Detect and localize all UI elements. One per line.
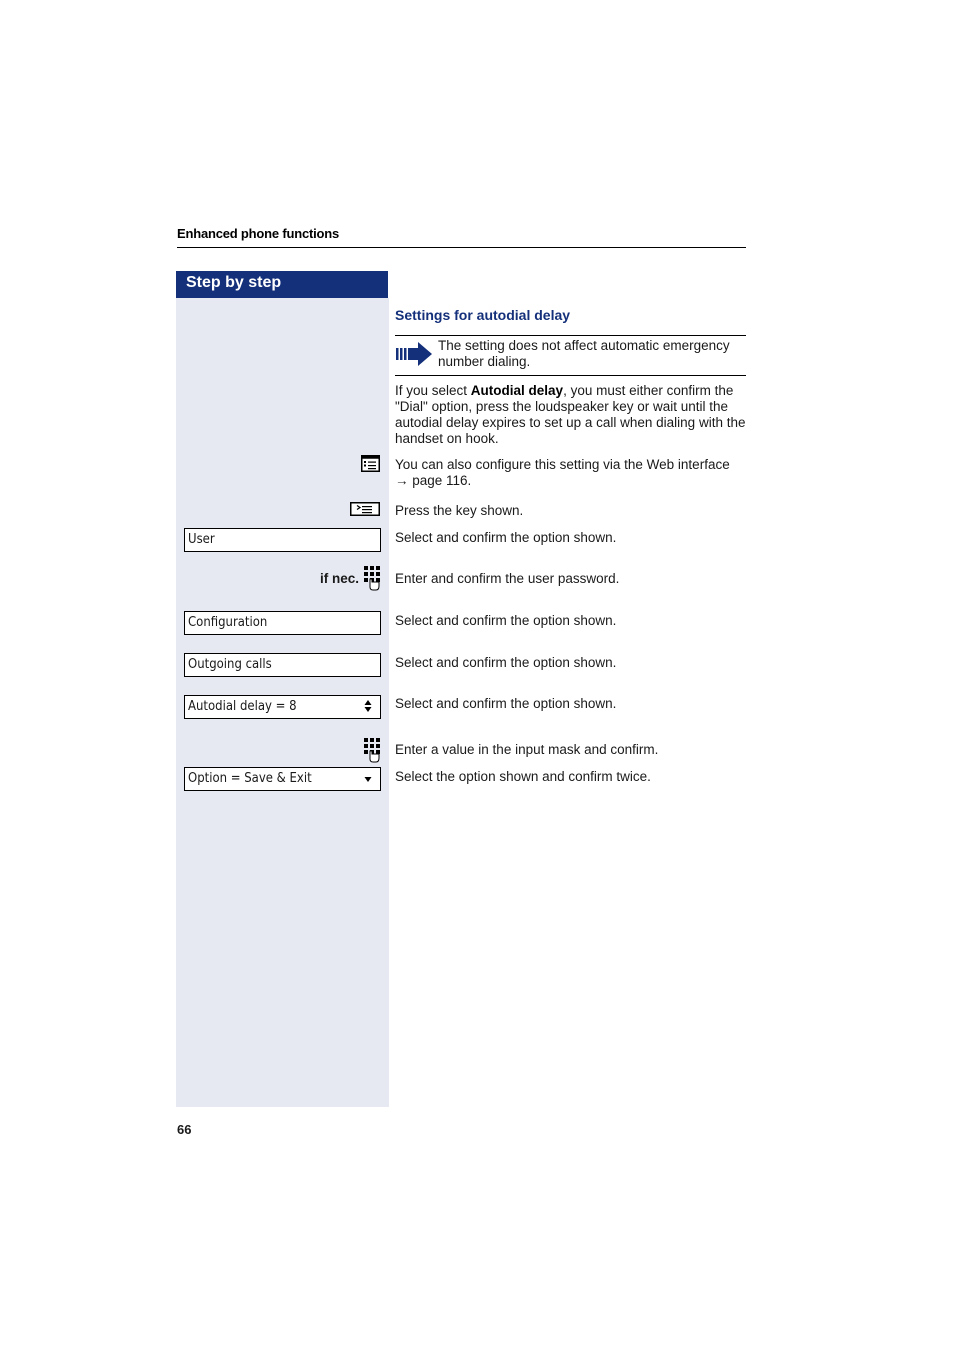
page-number: 66 bbox=[177, 1122, 192, 1137]
option-save-exit[interactable] bbox=[184, 767, 381, 791]
outgoing-text: Select and confirm the option shown. bbox=[395, 655, 617, 670]
option-user[interactable] bbox=[184, 528, 381, 552]
option-autodial-delay[interactable] bbox=[184, 695, 381, 719]
if-necessary-label: if nec. bbox=[320, 571, 360, 586]
header-title: Enhanced phone functions bbox=[177, 226, 340, 241]
sidebar-heading-label: Step by step bbox=[186, 274, 282, 291]
intro-paragraph bbox=[395, 383, 747, 447]
option-save-exit-label: Option = Save & Exit bbox=[188, 771, 312, 786]
user-text: Select and confirm the option shown. bbox=[395, 530, 617, 545]
intro-suffix: , you must either confirm the "Dial" option, press the loudspeaker key or wait until the autodial delay expires to set up a call when dialing with the handset on hook. bbox=[395, 383, 746, 446]
menu-key-icon bbox=[350, 502, 380, 516]
intro-bold: Autodial delay bbox=[470, 383, 564, 398]
keypad-icon bbox=[363, 565, 381, 591]
option-outgoing-calls[interactable] bbox=[184, 653, 381, 677]
down-arrow-icon bbox=[364, 771, 372, 788]
option-autodial-label: Autodial delay = 8 bbox=[188, 699, 297, 714]
enter-value-text: Enter a value in the input mask and confirm. bbox=[395, 742, 659, 757]
sidebar-heading bbox=[176, 271, 388, 298]
press-key-text: Press the key shown. bbox=[395, 503, 524, 518]
password-text: Enter and confirm the user password. bbox=[395, 571, 620, 586]
web-text: You can also configure this setting via the Web interface bbox=[395, 457, 730, 472]
option-configuration-label: Configuration bbox=[188, 615, 268, 630]
option-configuration[interactable] bbox=[184, 611, 381, 635]
section-title: Settings for autodial delay bbox=[395, 307, 571, 323]
intro-prefix: If you select bbox=[395, 383, 471, 398]
note-divider-top bbox=[395, 335, 746, 336]
option-user-label: User bbox=[188, 532, 215, 547]
web-interface-icon bbox=[361, 455, 380, 472]
web-interface-text bbox=[395, 457, 747, 489]
header-divider bbox=[177, 247, 746, 248]
configuration-text: Select and confirm the option shown. bbox=[395, 613, 617, 628]
note-text: The setting does not affect automatic emergency number dialing. bbox=[438, 338, 730, 369]
page-ref: page 116. bbox=[408, 473, 472, 488]
updown-arrow-icon bbox=[364, 699, 372, 716]
autodial-text: Select and confirm the option shown. bbox=[395, 696, 617, 711]
save-exit-text: Select the option shown and confirm twice. bbox=[395, 769, 651, 784]
arrow-note-icon bbox=[396, 341, 433, 367]
keypad-icon bbox=[363, 737, 381, 763]
note-divider-bottom bbox=[395, 375, 746, 376]
option-outgoing-label: Outgoing calls bbox=[188, 657, 272, 672]
page-ref-arrow: → bbox=[395, 473, 409, 488]
